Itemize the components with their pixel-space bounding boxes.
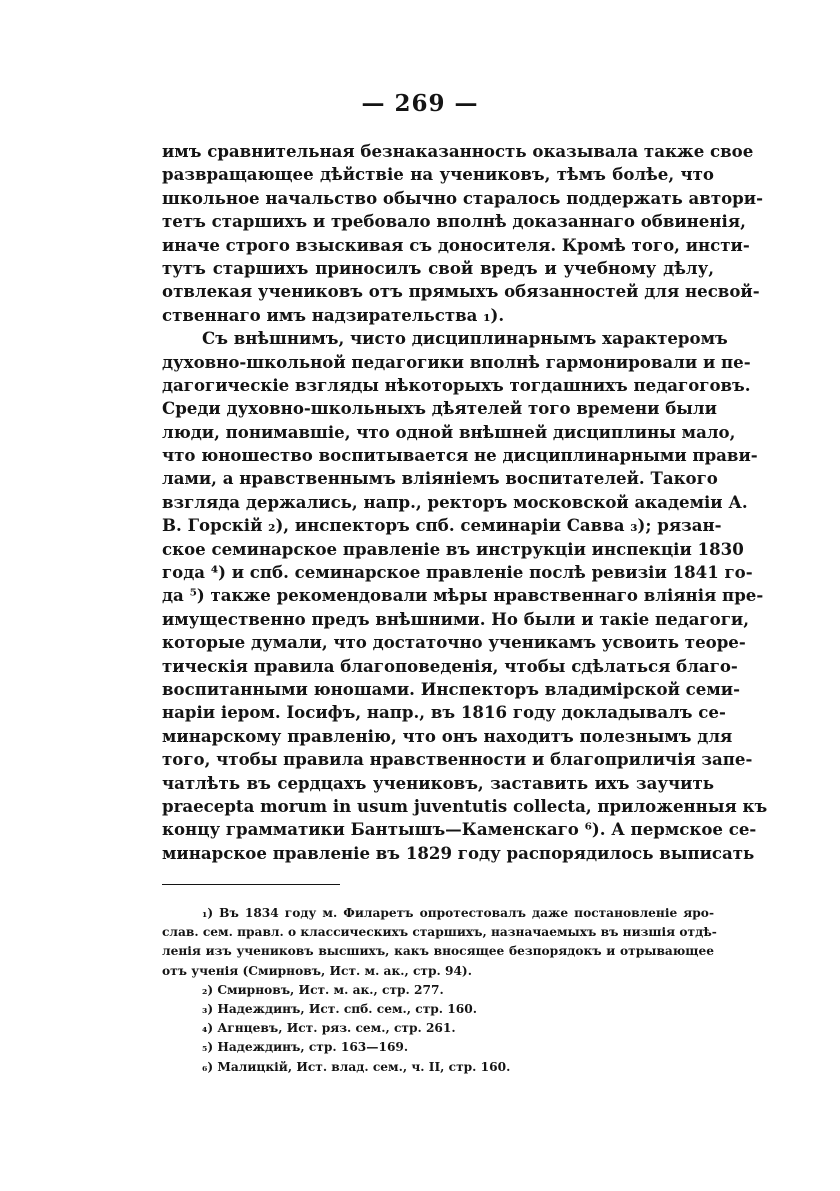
text-line-paragraph-end: ственнаго имъ надзирательства ₁). xyxy=(162,304,505,325)
text-line: школьное начальство обычно старалось поддержать автори- xyxy=(162,187,763,208)
text-line: имъ сравнительная безнаказанность оказывала также свое xyxy=(162,141,754,161)
footnote-2: ₂) Смирновъ, Ист. м. ак., стр. 277. xyxy=(202,982,444,997)
text-line: тическія правила благоповеденія, чтобы сдѣлаться благо- xyxy=(162,655,738,676)
text-line-paragraph-start: Съ внѣшнимъ, чисто дисциплинарнымъ характеромъ xyxy=(202,328,728,349)
text-line: В. Горскій ₂), инспекторъ спб. семинаріи Савва ₃); рязан- xyxy=(162,515,722,536)
footnote-1-continued: отъ ученія (Смирновъ, Ист. м. ак., стр. 94). xyxy=(162,963,472,978)
text-line: тутъ старшихъ приносилъ свой вредъ и учебному дѣлу, xyxy=(162,257,714,278)
text-line: praecepta morum in usum juventutis collecta, приложенныя къ xyxy=(162,795,768,816)
text-line: люди, понимавшіе, что одной внѣшней дисциплины мало, xyxy=(162,421,736,442)
text-line: минарское правленіе въ 1829 году распорядилось выписать xyxy=(162,842,755,863)
footnote-1-continued: ленія изъ учениковъ высшихъ, какъ вносящее безпорядокъ и отрывающее xyxy=(162,944,714,959)
text-line: ское семинарское правленіе въ инструкціи инспекціи 1830 xyxy=(162,538,744,559)
footnote-6: ₆) Малицкій, Ист. влад. сем., ч. II, стр. 160. xyxy=(202,1059,511,1074)
footnote-4: ₄) Агнцевъ, Ист. ряз. сем., стр. 261. xyxy=(202,1021,456,1036)
text-line: лами, а нравственнымъ вліяніемъ воспитателей. Такого xyxy=(162,468,718,489)
text-line: дагогическіе взгляды нѣкоторыхъ тогдашнихъ педагоговъ. xyxy=(162,374,751,395)
text-line: воспитанными юношами. Инспекторъ владимірской семи- xyxy=(162,678,740,699)
text-line: тетъ старшихъ и требовало вполнѣ доказаннаго обвиненія, xyxy=(162,211,746,232)
text-line: Среди духовно-школьныхъ дѣятелей того времени были xyxy=(162,398,717,419)
footnote-divider xyxy=(162,884,340,885)
text-line: иначе строго взыскивая съ доносителя. Кромѣ того, инсти- xyxy=(162,234,750,255)
text-line: которые думали, что достаточно ученикамъ усвоить теоре- xyxy=(162,632,746,653)
footnote-1-continued: слав. сем. правл. о классическихъ старшихъ, назначаемыхъ въ низшія отдѣ- xyxy=(162,925,717,940)
text-line: духовно-школьной педагогики вполнѣ гармонировали и пе- xyxy=(162,351,751,372)
footnote-5: ₅) Надеждинъ, стр. 163—169. xyxy=(202,1040,409,1055)
text-line: минарскому правленію, что онъ находитъ полезнымъ для xyxy=(162,725,733,746)
page-number: — 269 — xyxy=(361,90,479,117)
text-line: чатлѣть въ сердцахъ учениковъ, заставить ихъ заучить xyxy=(162,772,714,793)
footnote-3: ₃) Надеждинъ, Ист. спб. сем., стр. 160. xyxy=(202,1001,477,1016)
text-line: того, чтобы правила нравственности и благоприличія запе- xyxy=(162,749,753,770)
text-line: да ⁵) также рекомендовали мѣры нравственнаго вліянія пре- xyxy=(162,585,764,606)
text-line: года ⁴) и спб. семинарское правленіе послѣ ревизіи 1841 го- xyxy=(162,562,753,583)
text-line: концу грамматики Бантышъ—Каменскаго ⁶). А пермское се- xyxy=(162,819,757,840)
text-line: имущественно предъ внѣшними. Но были и такіе педагоги, xyxy=(162,608,749,629)
text-line: наріи іером. Іосифъ, напр., въ 1816 году докладывалъ се- xyxy=(162,702,726,723)
text-line: что юношество воспитывается не дисциплинарными прави- xyxy=(162,445,758,466)
text-line: отвлекая учениковъ отъ прямыхъ обязанностей для несвой- xyxy=(162,281,760,302)
text-line: взгляда держались, напр., ректоръ московской академіи А. xyxy=(162,491,748,512)
text-line: развращающее дѣйствіе на учениковъ, тѣмъ болѣе, что xyxy=(162,164,714,185)
footnotes xyxy=(162,904,717,1077)
main-text xyxy=(162,140,768,865)
footnote-1: ₁) Въ 1834 году м. Филаретъ опротестовалъ даже постановленіе яро- xyxy=(202,906,714,920)
